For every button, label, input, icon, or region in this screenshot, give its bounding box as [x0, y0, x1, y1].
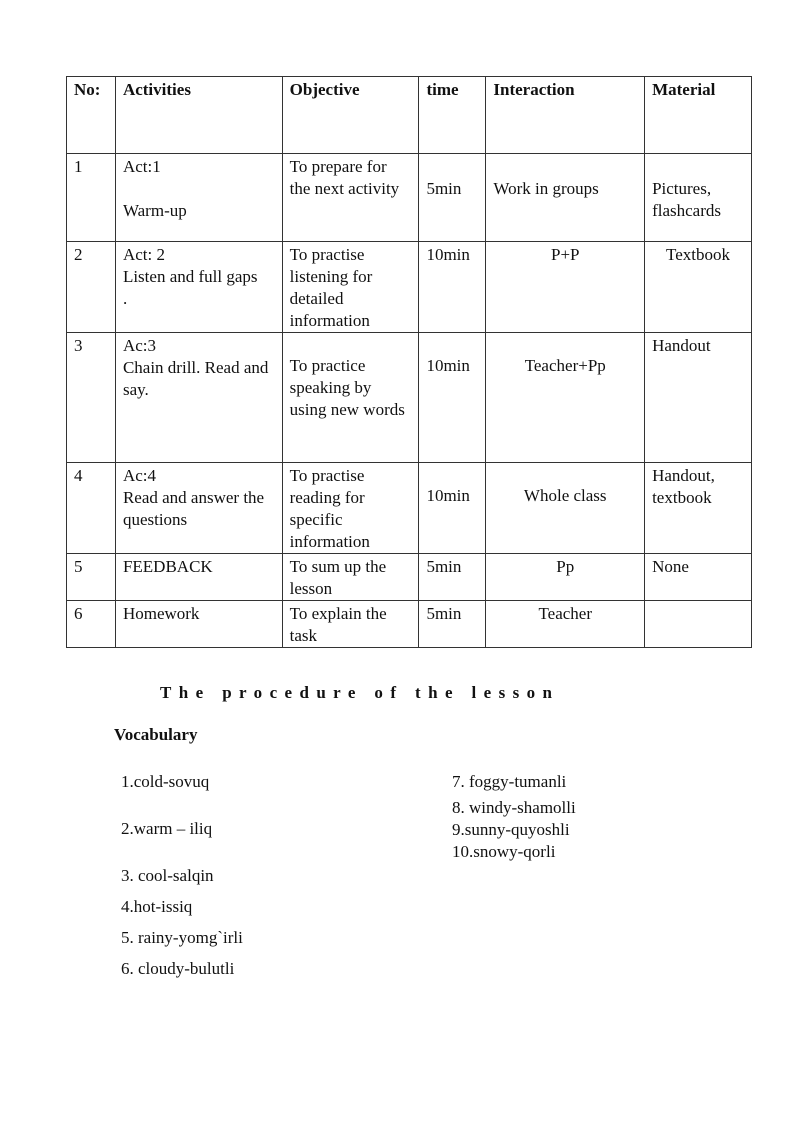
- lesson-plan-table: [66, 76, 752, 648]
- row-time: 10min: [419, 333, 486, 463]
- table-row: [67, 154, 752, 242]
- row-objective: To explain the task: [282, 601, 419, 648]
- row-time: 5min: [419, 154, 486, 242]
- vocabulary-item: 2.warm – iliq: [121, 819, 213, 838]
- header-interaction: Interaction: [486, 77, 645, 154]
- row-objective: To prepare for the next activity: [282, 154, 419, 242]
- vocabulary-item: 8. windy-shamolli: [452, 798, 576, 817]
- header-material: Material: [645, 77, 752, 154]
- row-objective: To practise reading for specific information: [282, 463, 419, 554]
- row-activity: [115, 463, 282, 554]
- activity-name: Read and answer the questions: [122, 488, 265, 529]
- header-activities: Activities: [115, 77, 282, 154]
- row-activity: Homework: [115, 601, 282, 648]
- table-header-row: [67, 77, 752, 154]
- row-objective: To practice speaking by using new words: [282, 333, 419, 463]
- header-no: No:: [67, 77, 116, 154]
- row-no: 6: [67, 601, 116, 648]
- row-material: Handout, textbook: [645, 463, 752, 554]
- header-objective: Objective: [282, 77, 419, 154]
- vocabulary-item: 3. cool-salqin: [121, 866, 214, 885]
- vocabulary-title: Vocabulary: [114, 725, 198, 744]
- table-row: [67, 554, 752, 601]
- activity-number: Act:1: [122, 157, 161, 176]
- row-interaction: Whole class: [486, 463, 645, 554]
- vocabulary-item: 9.sunny-quyoshli: [452, 820, 570, 839]
- activity-number: Act: 2: [122, 245, 165, 264]
- row-no: 5: [67, 554, 116, 601]
- row-no: 1: [67, 154, 116, 242]
- row-interaction: Teacher+Pp: [486, 333, 645, 463]
- vocabulary-item: 4.hot-issiq: [121, 897, 193, 916]
- row-interaction: Work in groups: [486, 154, 645, 242]
- row-no: 4: [67, 463, 116, 554]
- row-time: 5min: [419, 554, 486, 601]
- table-row: [67, 333, 752, 463]
- row-time: 10min: [419, 463, 486, 554]
- row-activity: [115, 333, 282, 463]
- row-interaction: P+P: [486, 242, 645, 333]
- table-row: [67, 463, 752, 554]
- row-time: 5min: [419, 601, 486, 648]
- row-material: None: [645, 554, 752, 601]
- row-activity: FEEDBACK: [115, 554, 282, 601]
- row-objective: To practise listening for detailed information: [282, 242, 419, 333]
- vocabulary-item: 1.cold-sovuq: [121, 772, 210, 791]
- spacer: [123, 178, 275, 200]
- row-activity: [115, 154, 282, 242]
- activity-name-cont: .: [122, 289, 128, 308]
- activity-number: Ac:4: [122, 466, 156, 485]
- activity-name: Warm-up: [122, 201, 187, 220]
- row-interaction: Pp: [486, 554, 645, 601]
- vocabulary-item: 5. rainy-yomg`irli: [121, 928, 243, 947]
- row-material: Textbook: [645, 242, 752, 333]
- row-interaction: Teacher: [486, 601, 645, 648]
- vocabulary-item: 10.snowy-qorli: [452, 842, 556, 861]
- row-objective: To sum up the lesson: [282, 554, 419, 601]
- procedure-heading: The procedure of the lesson: [160, 683, 560, 702]
- vocabulary-item: 7. foggy-tumanli: [452, 772, 567, 791]
- table-row: [67, 242, 752, 333]
- row-activity: [115, 242, 282, 333]
- row-time: 10min: [419, 242, 486, 333]
- header-time: time: [419, 77, 486, 154]
- activity-name: Listen and full gaps: [122, 267, 258, 286]
- row-material: Pictures, flashcards: [645, 154, 752, 242]
- row-no: 3: [67, 333, 116, 463]
- vocabulary-item: 6. cloudy-bulutli: [121, 959, 235, 978]
- row-material: [645, 601, 752, 648]
- vocabulary-right-column: [452, 771, 576, 863]
- activity-name: Chain drill. Read and say.: [122, 358, 269, 399]
- activity-number: Ac:3: [122, 336, 156, 355]
- row-no: 2: [67, 242, 116, 333]
- vocabulary-left-column: [121, 771, 243, 989]
- row-material: Handout: [645, 333, 752, 463]
- table-row: [67, 601, 752, 648]
